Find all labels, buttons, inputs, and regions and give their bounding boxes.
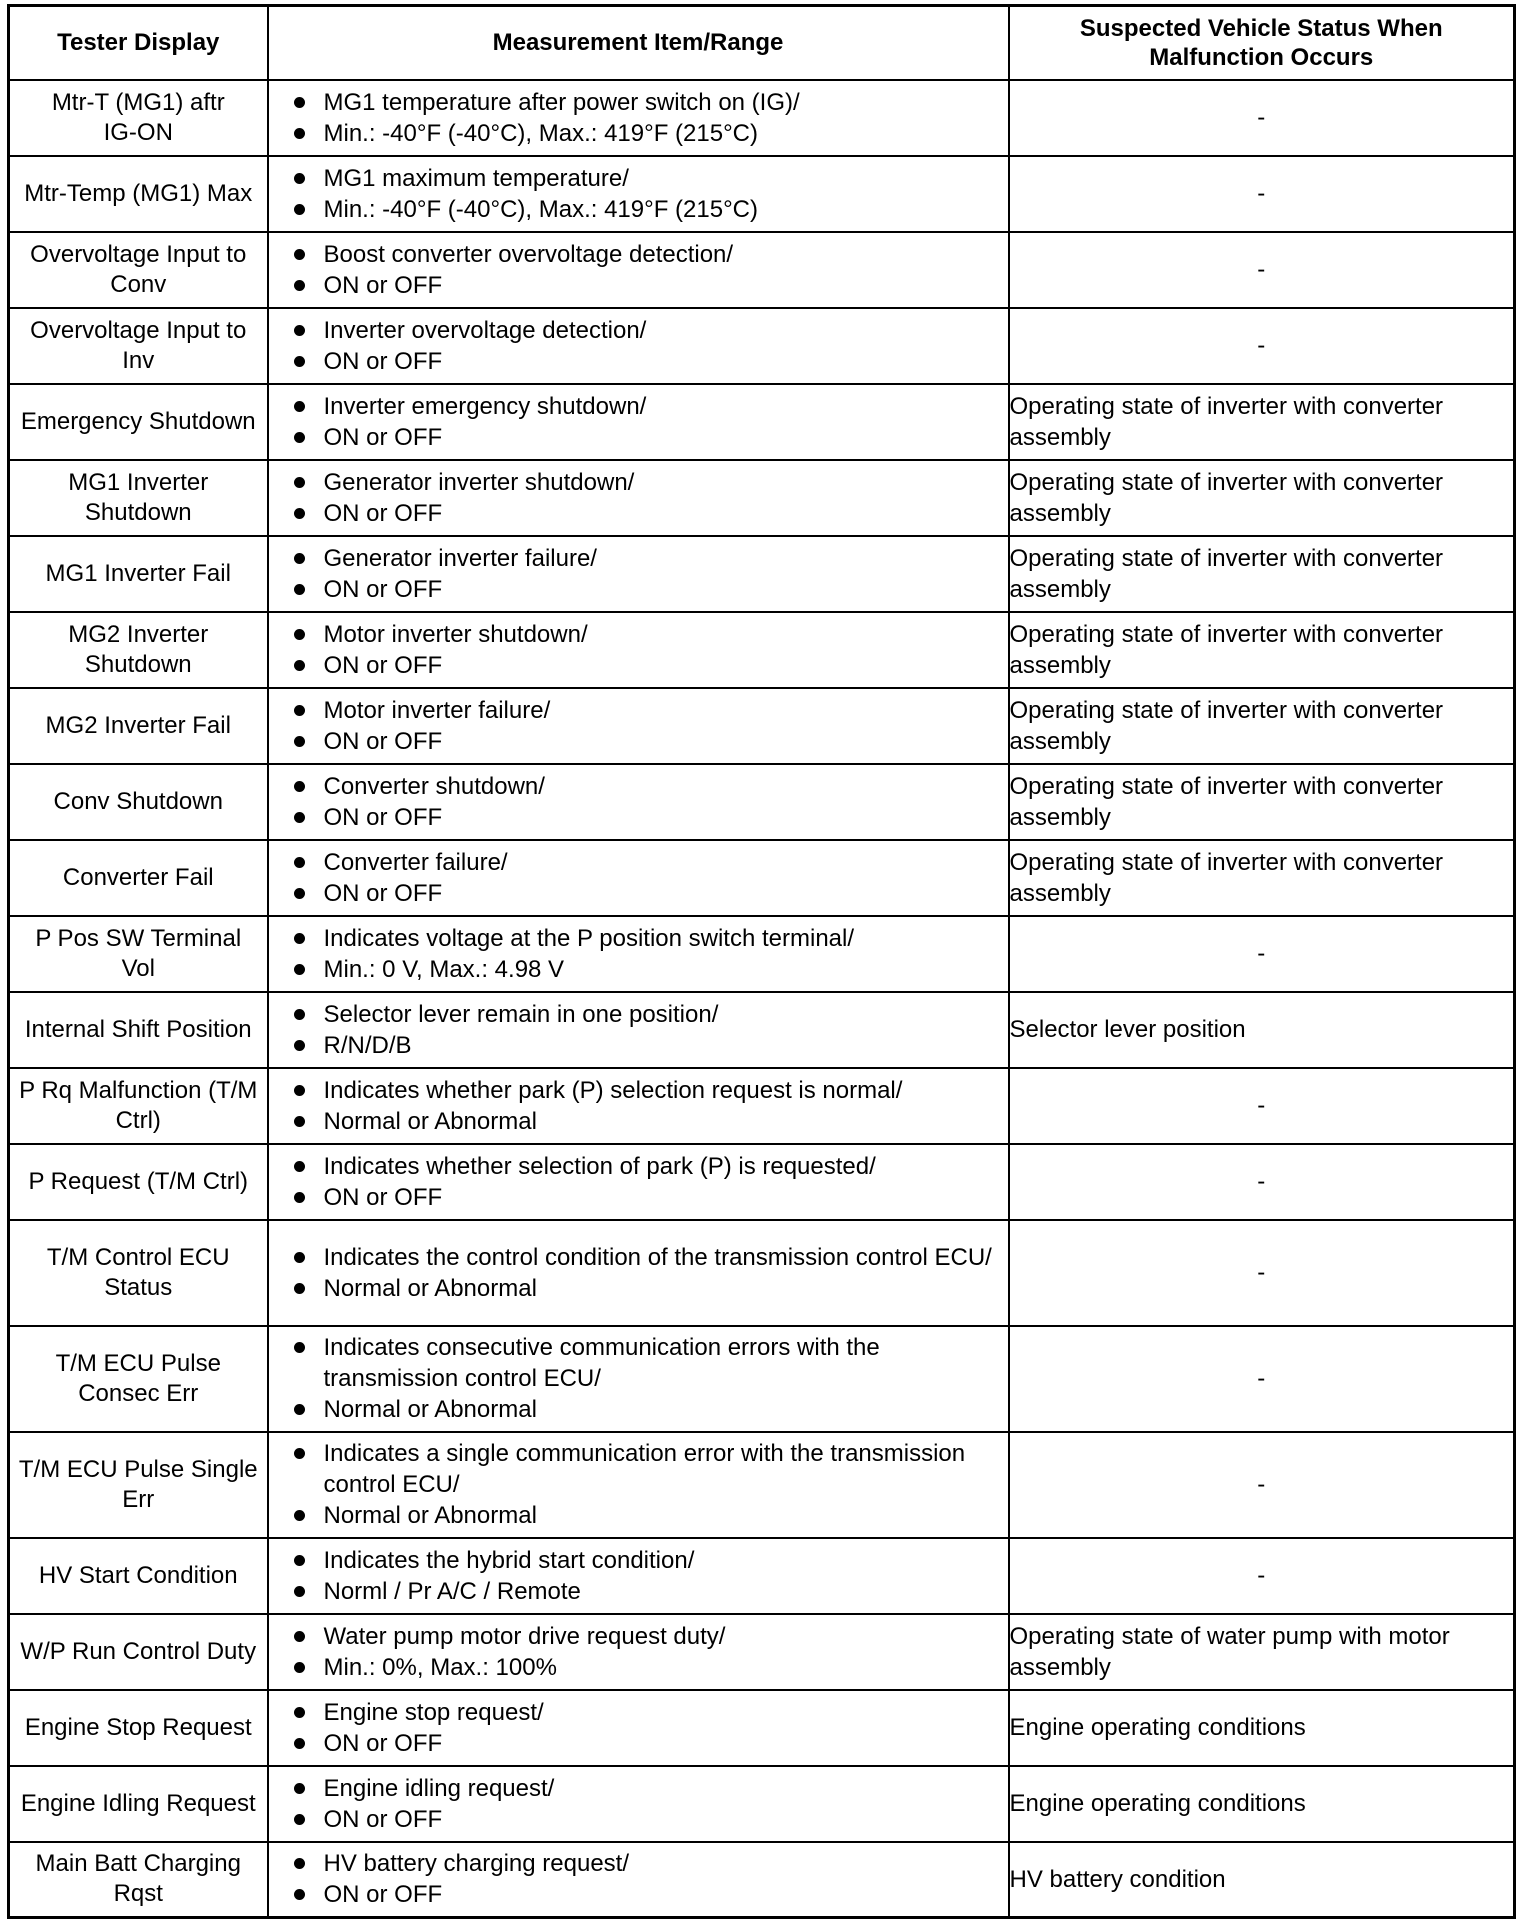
tester-display-text: Status <box>104 1273 173 1301</box>
table-row <box>9 1144 1515 1220</box>
measurement-cell <box>268 1766 1009 1842</box>
measurement-item: Boost converter overvoltage detection/ <box>269 239 1008 270</box>
measurement-list <box>269 1545 1008 1607</box>
tester-display-cell <box>9 688 268 764</box>
measurement-item: Engine stop request/ <box>269 1697 1008 1728</box>
measurement-cell <box>268 688 1009 764</box>
table-row <box>9 1766 1515 1842</box>
suspected-status-cell: - <box>1009 1220 1515 1326</box>
table-row <box>9 612 1515 688</box>
tester-display-cell <box>9 460 268 536</box>
measurement-item: Indicates the hybrid start condition/ <box>269 1545 1008 1576</box>
measurement-list <box>269 315 1008 377</box>
measurement-cell <box>268 1068 1009 1144</box>
tester-display-text: P Rq Malfunction (T/M <box>19 1076 258 1104</box>
measurement-cell <box>268 1220 1009 1326</box>
tester-display-text: T/M Control ECU <box>46 1243 230 1271</box>
suspected-status-cell: Operating state of water pump with motor assembly <box>1009 1614 1515 1690</box>
table-row <box>9 916 1515 992</box>
tester-display-cell <box>9 1068 268 1144</box>
header-tester-display: Tester Display <box>9 6 268 80</box>
data-list-table <box>7 4 1516 1919</box>
tester-display-cell <box>9 1690 268 1766</box>
measurement-item: Inverter overvoltage detection/ <box>269 315 1008 346</box>
tester-display-text: Internal Shift Position <box>24 1015 252 1043</box>
suspected-status-cell: - <box>1009 308 1515 384</box>
suspected-status-cell: - <box>1009 1068 1515 1144</box>
tester-display-cell <box>9 1326 268 1432</box>
measurement-item: Indicates a single communication error with the transmission control ECU/ <box>269 1438 1008 1500</box>
measurement-item: ON or OFF <box>269 650 1008 681</box>
measurement-list <box>269 1697 1008 1759</box>
measurement-list <box>269 1075 1008 1137</box>
measurement-list <box>269 999 1008 1061</box>
measurement-item: Motor inverter shutdown/ <box>269 619 1008 650</box>
suspected-status-cell: Selector lever position <box>1009 992 1515 1068</box>
measurement-list <box>269 619 1008 681</box>
measurement-cell <box>268 308 1009 384</box>
tester-display-text: Err <box>122 1485 155 1513</box>
measurement-item: Min.: 0 V, Max.: 4.98 V <box>269 954 1008 985</box>
measurement-list <box>269 1242 1008 1304</box>
measurement-item: Indicates the control condition of the transmission control ECU/ <box>269 1242 1008 1273</box>
measurement-item: ON or OFF <box>269 1879 1008 1910</box>
measurement-cell <box>268 1614 1009 1690</box>
tester-display-cell <box>9 156 268 232</box>
suspected-status-cell: HV battery condition <box>1009 1842 1515 1918</box>
suspected-status-cell: - <box>1009 232 1515 308</box>
measurement-item: R/N/D/B <box>269 1030 1008 1061</box>
table-row <box>9 460 1515 536</box>
measurement-cell <box>268 764 1009 840</box>
measurement-cell <box>268 80 1009 156</box>
tester-display-text: Engine Idling Request <box>20 1789 256 1817</box>
tester-display-text: Emergency Shutdown <box>20 407 256 435</box>
measurement-item: ON or OFF <box>269 270 1008 301</box>
measurement-list <box>269 391 1008 453</box>
measurement-list <box>269 163 1008 225</box>
suspected-status-cell: - <box>1009 916 1515 992</box>
table-row <box>9 1432 1515 1538</box>
suspected-status-cell: Engine operating conditions <box>1009 1690 1515 1766</box>
suspected-status-cell: - <box>1009 1326 1515 1432</box>
tester-display-cell <box>9 992 268 1068</box>
suspected-status-cell: Operating state of inverter with converter assembly <box>1009 764 1515 840</box>
table-row <box>9 1068 1515 1144</box>
measurement-item: Indicates whether selection of park (P) is requested/ <box>269 1151 1008 1182</box>
header-suspected-status <box>1009 6 1515 80</box>
suspected-status-cell: Operating state of inverter with converter assembly <box>1009 536 1515 612</box>
tester-display-text: Conv Shutdown <box>53 787 223 815</box>
measurement-list <box>269 1332 1008 1425</box>
measurement-cell <box>268 156 1009 232</box>
measurement-item: Generator inverter shutdown/ <box>269 467 1008 498</box>
measurement-item: Motor inverter failure/ <box>269 695 1008 726</box>
tester-display-cell <box>9 384 268 460</box>
table-row <box>9 1220 1515 1326</box>
tester-display-cell <box>9 1842 268 1918</box>
measurement-item: ON or OFF <box>269 574 1008 605</box>
measurement-item: MG1 maximum temperature/ <box>269 163 1008 194</box>
measurement-item: Normal or Abnormal <box>269 1394 1008 1425</box>
tester-display-text: IG-ON <box>103 118 173 146</box>
tester-display-text: Shutdown <box>84 650 192 678</box>
table-row <box>9 1326 1515 1432</box>
measurement-list <box>269 87 1008 149</box>
suspected-status-cell: - <box>1009 156 1515 232</box>
header-status-line1: Suspected Vehicle Status When <box>1079 14 1443 42</box>
table-row <box>9 840 1515 916</box>
table-row <box>9 1690 1515 1766</box>
measurement-item: Indicates voltage at the P position switch terminal/ <box>269 923 1008 954</box>
tester-display-text: P Pos SW Terminal <box>35 924 242 952</box>
measurement-item: Min.: -40°F (-40°C), Max.: 419°F (215°C) <box>269 194 1008 225</box>
measurement-item: Indicates consecutive communication errors with the transmission control ECU/ <box>269 1332 1008 1394</box>
tester-display-text: Mtr-Temp (MG1) Max <box>24 179 253 207</box>
tester-display-text: Main Batt Charging <box>35 1850 241 1878</box>
measurement-item: ON or OFF <box>269 1804 1008 1835</box>
tester-display-cell <box>9 536 268 612</box>
measurement-item: ON or OFF <box>269 878 1008 909</box>
measurement-list <box>269 695 1008 757</box>
measurement-item: ON or OFF <box>269 802 1008 833</box>
tester-display-text: Conv <box>110 270 167 298</box>
table-row <box>9 764 1515 840</box>
measurement-item: ON or OFF <box>269 726 1008 757</box>
tester-display-cell <box>9 764 268 840</box>
suspected-status-cell: - <box>1009 1538 1515 1614</box>
tester-display-cell <box>9 1766 268 1842</box>
measurement-list <box>269 467 1008 529</box>
measurement-list <box>269 1773 1008 1835</box>
tester-display-text: Overvoltage Input to <box>30 316 247 344</box>
tester-display-text: Rqst <box>113 1880 163 1908</box>
measurement-item: Min.: -40°F (-40°C), Max.: 419°F (215°C) <box>269 118 1008 149</box>
table-row <box>9 156 1515 232</box>
tester-display-text: T/M ECU Pulse Single <box>18 1455 258 1483</box>
tester-display-cell <box>9 80 268 156</box>
measurement-cell <box>268 916 1009 992</box>
tester-display-text: MG1 Inverter Fail <box>45 559 231 587</box>
suspected-status-cell: Operating state of inverter with converter assembly <box>1009 688 1515 764</box>
measurement-cell <box>268 1432 1009 1538</box>
measurement-cell <box>268 1144 1009 1220</box>
measurement-item: ON or OFF <box>269 422 1008 453</box>
tester-display-cell <box>9 1220 268 1326</box>
measurement-cell <box>268 992 1009 1068</box>
table-row <box>9 536 1515 612</box>
measurement-item: ON or OFF <box>269 1728 1008 1759</box>
table-row <box>9 1842 1515 1918</box>
measurement-item: Min.: 0%, Max.: 100% <box>269 1652 1008 1683</box>
tester-display-text: Consec Err <box>78 1379 199 1407</box>
measurement-item: Normal or Abnormal <box>269 1500 1008 1531</box>
measurement-cell <box>268 460 1009 536</box>
tester-display-text: Converter Fail <box>62 863 214 891</box>
measurement-list <box>269 923 1008 985</box>
tester-display-text: P Request (T/M Ctrl) <box>28 1167 249 1195</box>
tester-display-cell <box>9 612 268 688</box>
measurement-list <box>269 1621 1008 1683</box>
measurement-cell <box>268 612 1009 688</box>
measurement-list <box>269 1151 1008 1213</box>
tester-display-cell <box>9 916 268 992</box>
measurement-item: Inverter emergency shutdown/ <box>269 391 1008 422</box>
tester-display-cell <box>9 1432 268 1538</box>
measurement-item: Generator inverter failure/ <box>269 543 1008 574</box>
measurement-cell <box>268 536 1009 612</box>
tester-display-text: Vol <box>121 954 155 982</box>
tester-display-cell <box>9 1144 268 1220</box>
tester-display-text: Shutdown <box>84 498 192 526</box>
tester-display-text: MG1 Inverter <box>68 468 209 496</box>
measurement-item: Normal or Abnormal <box>269 1273 1008 1304</box>
tester-display-text: Inv <box>122 346 155 374</box>
measurement-item: ON or OFF <box>269 498 1008 529</box>
measurement-list <box>269 1438 1008 1531</box>
measurement-item: MG1 temperature after power switch on (IG)/ <box>269 87 1008 118</box>
measurement-list <box>269 239 1008 301</box>
measurement-item: Water pump motor drive request duty/ <box>269 1621 1008 1652</box>
suspected-status-cell: Engine operating conditions <box>1009 1766 1515 1842</box>
measurement-item: Converter shutdown/ <box>269 771 1008 802</box>
table-row <box>9 308 1515 384</box>
measurement-item: Converter failure/ <box>269 847 1008 878</box>
measurement-item: Selector lever remain in one position/ <box>269 999 1008 1030</box>
measurement-item: Indicates whether park (P) selection request is normal/ <box>269 1075 1008 1106</box>
measurement-cell <box>268 840 1009 916</box>
table-row <box>9 80 1515 156</box>
measurement-cell <box>268 1326 1009 1432</box>
tester-display-text: T/M ECU Pulse <box>55 1349 221 1377</box>
tester-display-text: W/P Run Control Duty <box>20 1637 257 1665</box>
tester-display-text: Ctrl) <box>115 1106 161 1134</box>
tester-display-text: Mtr-T (MG1) aftr <box>51 88 225 116</box>
measurement-item: ON or OFF <box>269 1182 1008 1213</box>
table-row <box>9 1614 1515 1690</box>
measurement-list <box>269 1848 1008 1910</box>
tester-display-text: Overvoltage Input to <box>30 240 247 268</box>
measurement-list <box>269 847 1008 909</box>
header-measurement-item: Measurement Item/Range <box>268 6 1009 80</box>
measurement-cell <box>268 232 1009 308</box>
measurement-list <box>269 543 1008 605</box>
suspected-status-cell: - <box>1009 1432 1515 1538</box>
tester-display-text: Engine Stop Request <box>24 1713 252 1741</box>
header-row <box>9 6 1515 80</box>
header-status-line2: Malfunction Occurs <box>1149 43 1374 71</box>
measurement-cell <box>268 384 1009 460</box>
tester-display-cell <box>9 308 268 384</box>
table-row <box>9 992 1515 1068</box>
tester-display-text: HV Start Condition <box>38 1561 238 1589</box>
measurement-item: Engine idling request/ <box>269 1773 1008 1804</box>
tester-display-cell <box>9 232 268 308</box>
measurement-item: ON or OFF <box>269 346 1008 377</box>
measurement-cell <box>268 1538 1009 1614</box>
table-row <box>9 384 1515 460</box>
tester-display-cell <box>9 840 268 916</box>
tester-display-text: MG2 Inverter <box>68 620 209 648</box>
table-body <box>9 80 1515 1918</box>
suspected-status-cell: Operating state of inverter with converter assembly <box>1009 460 1515 536</box>
suspected-status-cell: Operating state of inverter with converter assembly <box>1009 384 1515 460</box>
suspected-status-cell: - <box>1009 1144 1515 1220</box>
suspected-status-cell: Operating state of inverter with converter assembly <box>1009 840 1515 916</box>
tester-display-cell <box>9 1538 268 1614</box>
suspected-status-cell: - <box>1009 80 1515 156</box>
tester-display-text: MG2 Inverter Fail <box>45 711 231 739</box>
measurement-list <box>269 771 1008 833</box>
table-row <box>9 688 1515 764</box>
measurement-cell <box>268 1690 1009 1766</box>
suspected-status-cell: Operating state of inverter with converter assembly <box>1009 612 1515 688</box>
table-row <box>9 232 1515 308</box>
table-row <box>9 1538 1515 1614</box>
measurement-item: Normal or Abnormal <box>269 1106 1008 1137</box>
measurement-item: HV battery charging request/ <box>269 1848 1008 1879</box>
tester-display-cell <box>9 1614 268 1690</box>
measurement-item: Norml / Pr A/C / Remote <box>269 1576 1008 1607</box>
measurement-cell <box>268 1842 1009 1918</box>
